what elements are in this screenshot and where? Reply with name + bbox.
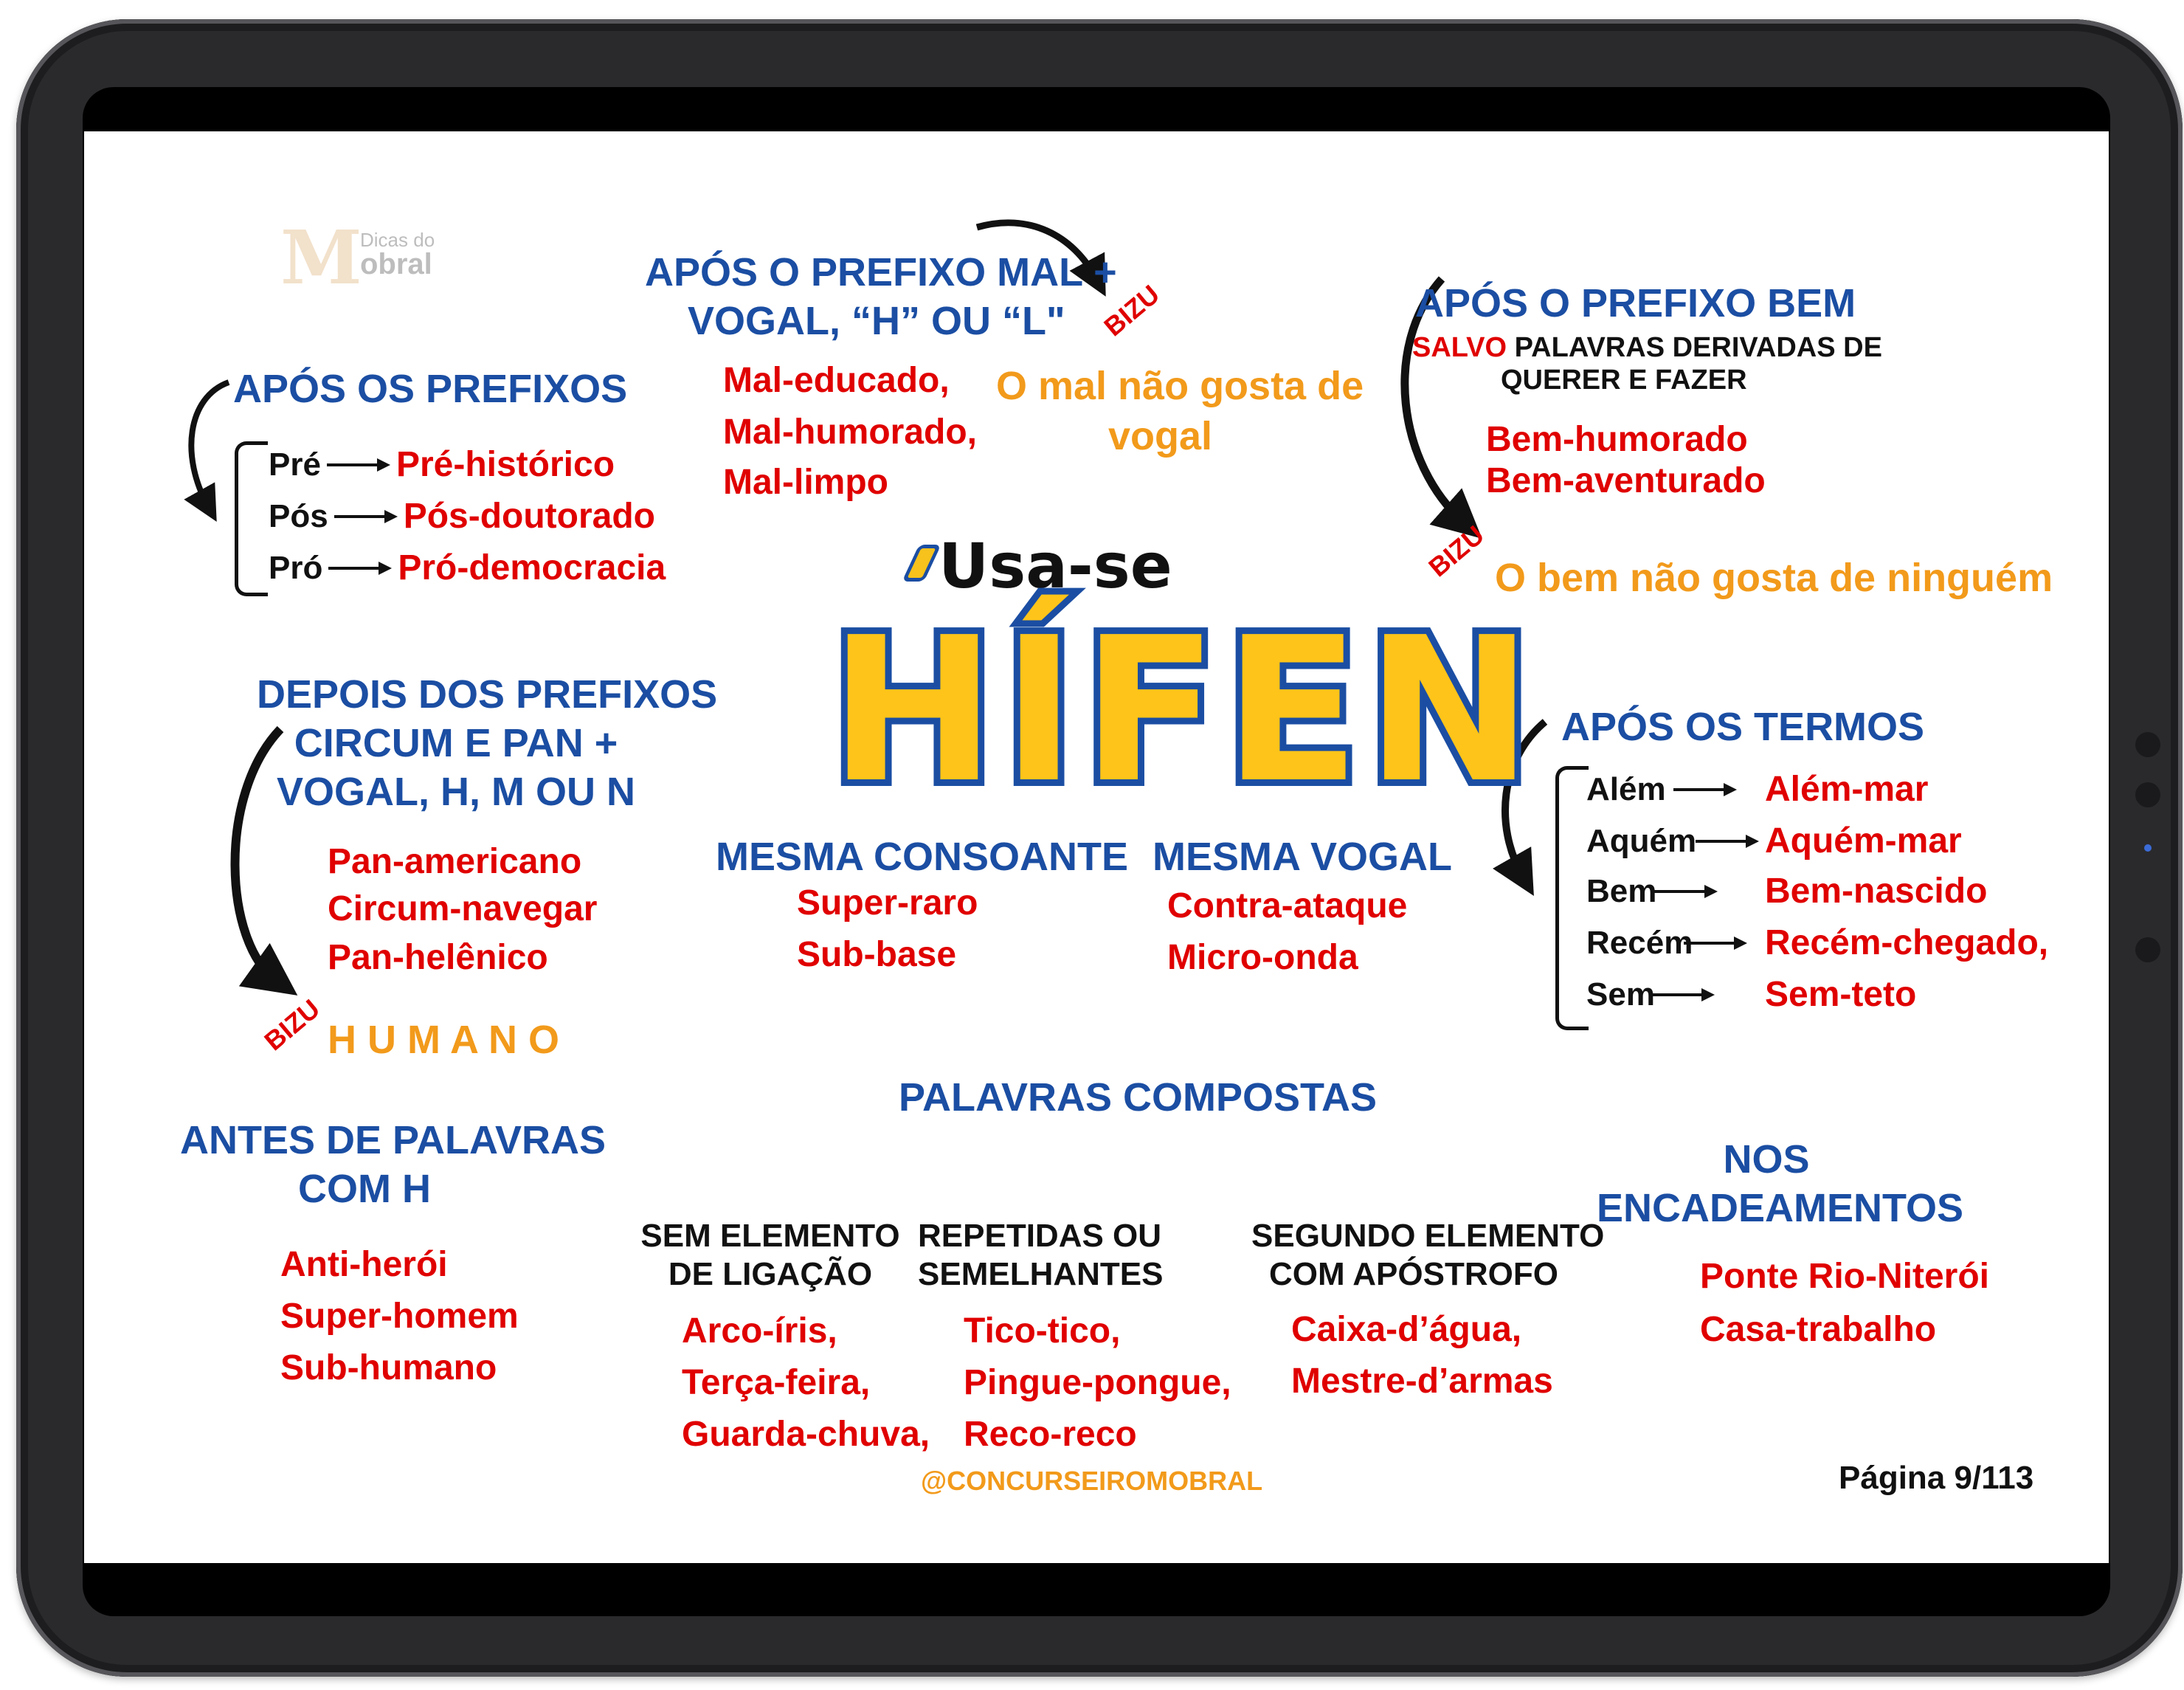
mal-heading-line1: APÓS O PREFIXO MAL +: [645, 250, 1117, 294]
compostas-heading: PALAVRAS COMPOSTAS: [899, 1075, 1378, 1120]
side-button: [2135, 937, 2160, 962]
termo-label: Bem: [1586, 872, 1657, 909]
page-indicator: Página 9/113: [1839, 1460, 2034, 1496]
instagram-handle: @CONCURSEIROMOBRAL: [921, 1466, 1263, 1496]
logo-line1: Dicas do: [360, 229, 435, 251]
termo-example: Bem-nascido: [1765, 872, 1988, 911]
prefixo-label: Pós: [269, 497, 328, 534]
bem-tip: O bem não gosta de ninguém: [1495, 556, 2053, 600]
curved-arrow-circum: [235, 729, 280, 980]
circum-tip: H U M A N O: [328, 1018, 559, 1062]
logo-line2: obral: [360, 248, 432, 280]
termo-row: [1586, 871, 1987, 911]
sem-elemento-heading-line2: DE LIGAÇÃO: [668, 1256, 873, 1292]
mal-example: Mal-humorado,: [723, 413, 977, 452]
termo-row: [1586, 974, 1916, 1015]
repetidas-example: Pingue-pongue,: [964, 1363, 1231, 1402]
circum-example: Pan-americano: [328, 842, 582, 881]
vogal-example: Contra-ataque: [1167, 886, 1408, 925]
mal-example: Mal-limpo: [723, 463, 888, 502]
bem-note-line2: QUERER E FAZER: [1501, 365, 1747, 396]
mal-tip-line1: O mal não gosta de: [996, 364, 1364, 408]
arrow-right-icon: [333, 508, 399, 525]
arrow-right-icon: [1694, 832, 1760, 850]
apostrofo-example: Mestre-d’armas: [1291, 1362, 1553, 1401]
bizu-badge: BIZU: [258, 993, 326, 1057]
mal-heading-line2: VOGAL, “H” OU “L": [688, 299, 1065, 343]
antes-h-heading-line1: ANTES DE PALAVRAS: [180, 1118, 607, 1162]
encadeamentos-example: Ponte Rio-Niterói: [1700, 1257, 1989, 1296]
prefixo-label: Pré: [269, 446, 321, 483]
repetidas-heading-line2: SEMELHANTES: [918, 1256, 1164, 1292]
arrow-right-icon: [1653, 883, 1719, 900]
arrow-right-icon: [1682, 934, 1749, 952]
prefixos-heading: APÓS OS PREFIXOS: [233, 367, 628, 411]
prefixo-example: Pós-doutorado: [403, 497, 655, 536]
prefixo-row: [269, 548, 666, 588]
bem-example: Bem-humorado: [1486, 420, 1748, 459]
arrow-right-icon: [1650, 986, 1716, 1004]
circum-example: Pan-helênico: [328, 938, 548, 977]
circum-example: Circum-navegar: [328, 889, 598, 928]
antes-h-example: Super-homem: [280, 1297, 519, 1336]
prefixo-example: Pró-democracia: [398, 548, 666, 587]
sem-elemento-example: Terça-feira,: [682, 1363, 871, 1402]
termo-row: [1586, 769, 1928, 810]
title-big: HÍFEN: [829, 594, 1539, 827]
termo-example: Além-mar: [1765, 770, 1929, 809]
bem-heading: APÓS O PREFIXO BEM: [1415, 281, 1856, 325]
repetidas-heading-line1: REPETIDAS OU: [918, 1218, 1162, 1254]
consoante-example: Sub-base: [797, 935, 957, 974]
termo-label: Recém: [1586, 924, 1693, 961]
antes-h-example: Sub-humano: [280, 1348, 497, 1387]
apostrofo-heading-line1: SEGUNDO ELEMENTO: [1251, 1218, 1605, 1254]
encadeamentos-heading-line2: ENCADEAMENTOS: [1597, 1186, 1964, 1230]
termo-row: [1586, 821, 1962, 861]
sem-elemento-heading-line1: SEM ELEMENTO: [640, 1218, 900, 1254]
consoante-heading: MESMA CONSOANTE: [716, 835, 1129, 879]
termo-label: Aquém: [1586, 822, 1697, 859]
repetidas-example: Tico-tico,: [964, 1311, 1121, 1351]
bem-example: Bem-aventurado: [1486, 461, 1766, 500]
mal-tip-line2: vogal: [1108, 414, 1213, 458]
circum-heading-line1: DEPOIS DOS PREFIXOS: [257, 672, 718, 717]
mal-example: Mal-educado,: [723, 361, 950, 400]
bem-note: [1412, 332, 1882, 365]
camera-indicator: [2144, 844, 2152, 852]
encadeamentos-example: Casa-trabalho: [1700, 1310, 1937, 1349]
consoante-example: Super-raro: [797, 883, 978, 922]
arrow-right-icon: [325, 456, 392, 474]
sem-elemento-example: Arco-íris,: [682, 1311, 837, 1351]
arrow-right-icon: [327, 559, 393, 577]
termo-label: Além: [1586, 770, 1666, 807]
antes-h-heading-line2: COM H: [298, 1167, 431, 1211]
logo-m: M: [280, 214, 362, 301]
prefixo-row: [269, 496, 655, 537]
title-hifen: [822, 580, 1539, 827]
apostrofo-heading-line2: COM APÓSTROFO: [1269, 1256, 1558, 1292]
prefixo-row: [269, 444, 615, 485]
prefixo-label: Pró: [269, 549, 323, 586]
bem-note-line1: PALAVRAS DERIVADAS DE: [1514, 332, 1882, 363]
repetidas-example: Reco-reco: [964, 1415, 1137, 1454]
prefixo-example: Pré-histórico: [395, 445, 615, 484]
arrow-right-icon: [1672, 781, 1738, 799]
termo-example: Aquém-mar: [1765, 821, 1962, 860]
termos-heading: APÓS OS TERMOS: [1561, 705, 1925, 749]
termo-row: [1586, 922, 2048, 963]
curved-arrow-prefixos: [191, 382, 229, 506]
vogal-heading: MESMA VOGAL: [1153, 835, 1453, 879]
circum-heading-line2: CIRCUM E PAN +: [294, 721, 618, 765]
sem-elemento-example: Guarda-chuva,: [682, 1415, 930, 1454]
side-button: [2135, 732, 2160, 757]
bem-salvo: SALVO: [1412, 332, 1507, 363]
circum-heading-line3: VOGAL, H, M OU N: [277, 770, 635, 814]
vogal-example: Micro-onda: [1167, 938, 1358, 977]
side-button: [2135, 782, 2160, 807]
brace-termos: [1555, 766, 1589, 1030]
antes-h-example: Anti-herói: [280, 1245, 448, 1284]
termo-label: Sem: [1586, 976, 1655, 1013]
bizu-badge: BIZU: [1098, 278, 1166, 342]
termo-example: Recém-chegado,: [1765, 923, 2049, 962]
encadeamentos-heading-line1: NOS: [1723, 1137, 1810, 1182]
brace-prefixos: [235, 441, 268, 596]
bizu-badge: BIZU: [1423, 519, 1490, 583]
apostrofo-example: Caixa-d’água,: [1291, 1310, 1522, 1349]
page-screen: [84, 131, 2109, 1563]
title-small: Usa-se: [939, 530, 1172, 602]
termo-example: Sem-teto: [1765, 975, 1917, 1014]
